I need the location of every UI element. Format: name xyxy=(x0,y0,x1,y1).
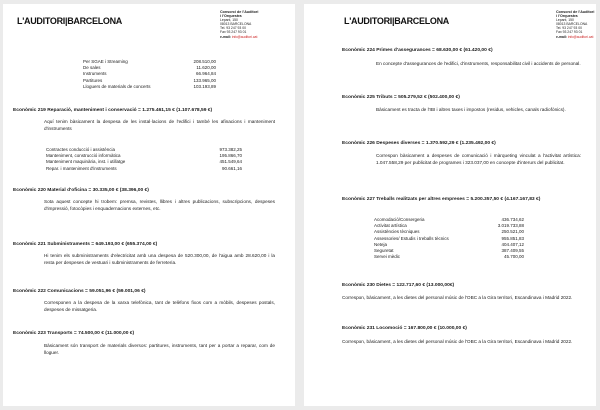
org-email: e-mail: info@auditori.cat xyxy=(220,34,258,39)
table-row: Assessories/ Estudis i treballs tècnics 955.851,83 xyxy=(374,235,524,241)
table-row: Assistències tècniques 250.521,00 xyxy=(374,229,524,235)
table-row: Partitures 133.965,00 xyxy=(83,77,216,83)
document-page-left xyxy=(3,4,295,406)
org-tel: Tel. 93 247 93 00 xyxy=(220,26,247,31)
table-row: Per SGAE i Streaming 208.510,00 xyxy=(83,59,216,64)
section-text-226: Correspon bàsicament a despeses de comunicació i màrqueting vinculat a l'activitat artística: 1.047.558,29 per publicitat de programes i 323.037,00 en concepte d'interurs del publicitat. xyxy=(376,153,581,166)
section-text-224: En concepte d'assegurances de l'edifici, d'instruments, responsabilitat civil i accidents de personal. xyxy=(376,61,581,66)
section-text-221: Hi tenim els subministraments d'electricitat amb una despesa de 520.300,00, de l'aigua amb 28.620,00 i la resta per despeses de vestuari i subministraments de ferreteria. xyxy=(44,253,275,266)
document-page-right xyxy=(304,4,596,406)
auditori-logo: L'AUDITORI|BARCELONA xyxy=(344,16,449,26)
section-text-222: Corresponen a la despesa de la xarxa telefònica, tant de telèfons fixos com a mòbils, despeses postals, despeses de missatgeria. xyxy=(44,300,275,313)
section-heading-222: Econòmic 222 Comunicacions = 59.051,96 € (59.001,06 €) xyxy=(13,289,146,294)
org-name-2: i l'Orquestra xyxy=(556,14,578,19)
section-text-230: Correspon, bàsicament, a les dietes del personal músic de l'OBC a la Gira territori, Escandinava i Madrid 2022. xyxy=(342,295,573,300)
section-heading-219: Econòmic 219 Reparació, manteniment i conservació = 1.275.461,15 € (1.107.678,59 €) xyxy=(13,108,213,113)
auditori-logo: L'AUDITORI|BARCELONA xyxy=(17,16,122,26)
table-row: Repar. i manteniment d'instruments 90.661,16 xyxy=(46,165,242,171)
org-address-1: Lepant, 150 xyxy=(556,18,574,23)
table-row: Acomodació/Consergeria 436.734,62 xyxy=(374,217,524,222)
section-heading-224: Econòmic 224 Primes d'assegurances = 68.630,00 € (61.420,00 €) xyxy=(342,48,493,53)
org-name-1: Consorci de l'Auditori xyxy=(556,10,595,14)
table-row: Activitat artística 3.019.733,88 xyxy=(374,223,524,229)
org-header xyxy=(220,10,258,39)
table-row: Seguretat 387.409,55 xyxy=(374,248,524,254)
income-table xyxy=(83,59,216,90)
section-heading-230: Econòmic 230 Dietes = 122.717,60 € (13.000,00€) xyxy=(342,283,455,288)
org-name-1: Consorci de l'Auditori xyxy=(220,10,259,14)
section-text-225: Bàsicament es tracta de l'IBI i altres taxes i impostos (residus, vehicles, canals radiofònics). xyxy=(376,107,566,112)
org-address-2: 08013 BARCELONA xyxy=(556,22,588,27)
table-row: Instruments 66.964,84 xyxy=(83,71,216,77)
table-row: Servei mèdic 45.700,00 xyxy=(374,254,524,260)
email-link[interactable]: info@auditori.cat xyxy=(567,34,594,39)
maintenance-table xyxy=(46,147,242,172)
org-fax: Fax 93 247 93 01 xyxy=(220,30,247,35)
section-text-219: Aquí tenim bàsicament la despesa de les instal·lacions de l'edifici i també les afinacions i manteniment d'instruments xyxy=(44,119,275,132)
org-fax: Fax 93 247 93 01 xyxy=(556,30,583,35)
org-name-2: i l'Orquestra xyxy=(220,14,242,19)
section-text-231: Correspon, bàsicament, a les dietes del personal músic de l'OBC a la Gira territori, Escandinava i Madrid 2022. xyxy=(342,339,573,344)
org-email: e-mail: info@auditori.cat xyxy=(556,34,594,39)
table-row: Manteniment maquinària, inst. i utillatge 451.549,64 xyxy=(46,159,242,165)
section-heading-220: Econòmic 220 Material d'oficina = 30.335,00 € (38.396,00 €) xyxy=(13,188,149,193)
table-row: Manteniment, construcció informàtica 195.866,70 xyxy=(46,153,242,159)
table-row: Neteja 404.407,12 xyxy=(374,241,524,247)
table-row: De sales 11.620,00 xyxy=(83,65,216,71)
services-table xyxy=(374,217,524,260)
table-row: Lloguers de materials de concerts 103.193,89 xyxy=(83,83,216,89)
org-address-1: Lepant, 150 xyxy=(220,18,238,23)
section-heading-231: Econòmic 231 Locomoció = 167.800,00 € (10.000,00 €) xyxy=(342,326,467,331)
org-address-2: 08013 BARCELONA xyxy=(220,22,252,27)
section-heading-226: Econòmic 226 Despeses diverses = 1.370.592,29 € (1.235.492,00 €) xyxy=(342,141,496,146)
section-text-220: Sota aquest concepte hi trobem: premsa, revistes, llibres i altres publicacions, subscripcions, despeses d'impressió, fotocòpies i enquadernacions externes, etc. xyxy=(44,199,275,212)
org-tel: Tel. 93 247 93 00 xyxy=(556,26,583,31)
table-row: Contractes conducció i assistència 973.382,25 xyxy=(46,147,242,152)
section-heading-225: Econòmic 225 Tributs = 505.279,52 € (502.400,00 €) xyxy=(342,95,460,100)
org-header xyxy=(556,10,594,39)
section-text-223: Bàsicament són transport de materials diversos: partitures, instruments, tant per a portar a reparar, com de lloguer. xyxy=(44,343,275,356)
email-link[interactable]: info@auditori.cat xyxy=(231,34,258,39)
section-heading-223: Econòmic 223 Transports = 74.500,00 € (11.000,00 €) xyxy=(13,331,135,336)
section-heading-227: Econòmic 227 Treballs realitzats per altres empreses = 5.200.357,50 € (4.167.167,83 €) xyxy=(342,197,541,202)
section-heading-221: Econòmic 221 Subministraments = 649.193,00 € (655.374,00 €) xyxy=(13,242,158,247)
